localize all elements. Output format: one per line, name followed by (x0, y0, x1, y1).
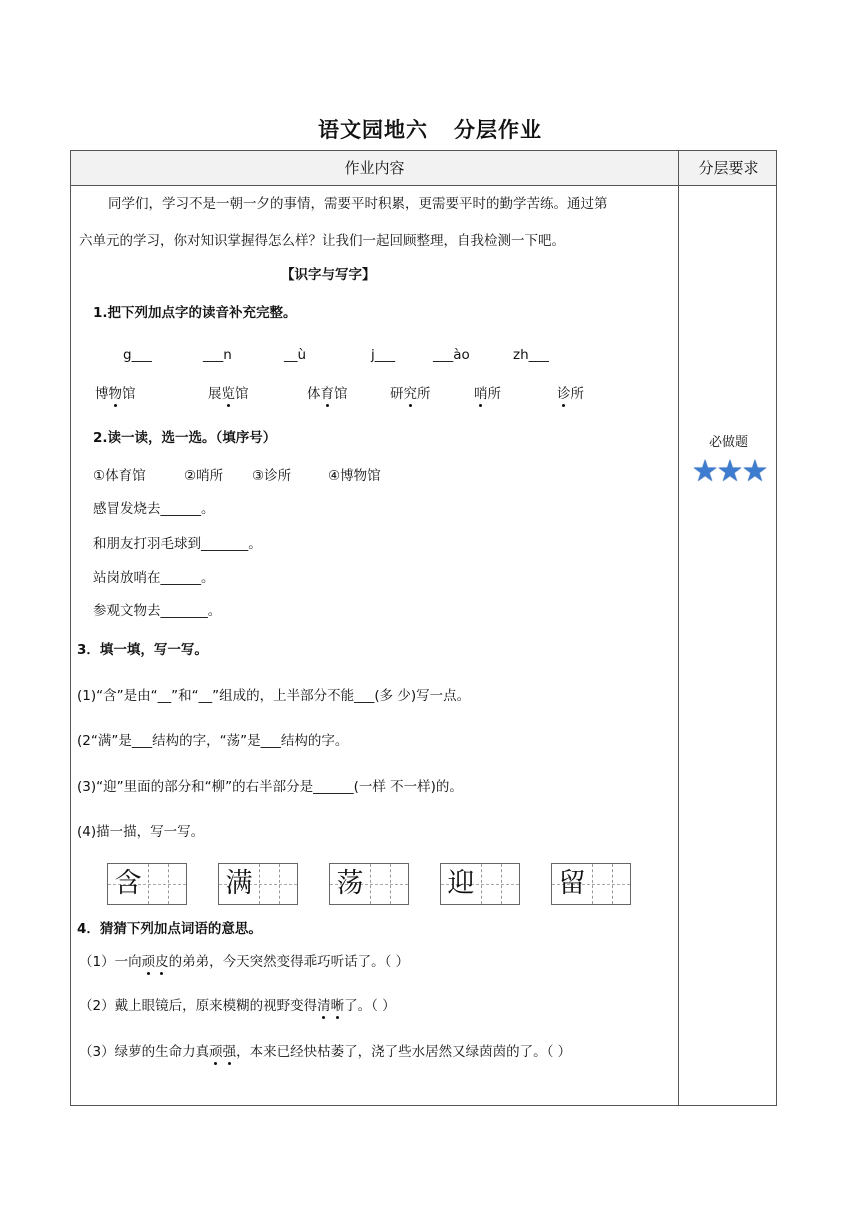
pinyin-blank-5: ___ào (433, 347, 470, 363)
q2-option-2: ②哨所 (184, 468, 224, 484)
trace-char-1: 含 (114, 868, 142, 899)
rating-stars: ★★★ (691, 454, 767, 489)
word-1-mark: 物 (109, 382, 123, 402)
word-2-pre: 展 (208, 386, 222, 402)
trace-char-2: 满 (225, 868, 253, 899)
word-1-post: 馆 (122, 386, 136, 402)
header-content: 作业内容 (344, 159, 405, 177)
word-5 (474, 382, 501, 402)
word-3-pre: 体 (307, 386, 321, 402)
title-part-1: 语文园地六 (318, 118, 428, 142)
q4-sentence-3 (79, 1040, 571, 1060)
q4-s1-mark-2: 皮 (155, 950, 169, 970)
section-heading: 【识字与写字】 (281, 267, 376, 283)
q2-option-3: ③诊所 (252, 468, 292, 484)
q3-title: 3．填一填，写一写。 (77, 642, 208, 658)
q4-s1-post: 的弟弟，今天突然变得乖巧听话了。（ ） (168, 954, 410, 970)
q4-s3-pre: （3）绿萝的生命力真 (79, 1044, 210, 1060)
q3-line-4: (4)描一描，写一写。 (77, 824, 205, 840)
word-6 (557, 382, 584, 402)
word-3-mark: 育 (321, 382, 335, 402)
word-1 (95, 382, 136, 402)
q4-sentence-1 (79, 950, 409, 970)
page-title (0, 114, 860, 144)
trace-char-4: 迎 (447, 868, 475, 899)
q3-line-2: (2“满”是___结构的字，“荡”是___结构的字。 (77, 733, 349, 749)
intro-line-1: 同学们，学习不是一朝一夕的事情，需要平时积累，更需要平时的勤学苦练。通过第 (108, 196, 608, 212)
word-5-mark: 哨 (474, 382, 488, 402)
q4-s2-post: 了。（ ） (344, 998, 396, 1014)
writing-grid-cell[interactable] (107, 863, 187, 905)
trace-char-3: 荡 (336, 868, 364, 899)
word-3 (307, 382, 348, 402)
q4-s2-mark-1: 清 (317, 994, 331, 1014)
q2-line-1: 感冒发烧去______。 (93, 501, 215, 517)
pinyin-blank-4: j___ (371, 347, 396, 363)
pinyin-blank-2: ___n (203, 347, 232, 363)
word-6-post: 所 (570, 386, 584, 402)
q4-title: 4．猜猜下列加点词语的意思。 (77, 921, 262, 937)
requirement-label: 必做题 (708, 435, 748, 450)
q2-line-3: 站岗放哨在______。 (93, 570, 215, 586)
q3-line-3: (3)“迎”里面的部分和“柳”的右半部分是______(一样 不一样)的。 (77, 779, 463, 795)
writing-grid-cell[interactable] (218, 863, 298, 905)
writing-grid-cell[interactable] (440, 863, 520, 905)
word-1-pre: 博 (95, 386, 109, 402)
trace-char-5: 留 (558, 868, 586, 899)
word-4-pre: 研 (390, 386, 404, 402)
word-4 (390, 382, 431, 402)
intro-line-2: 六单元的学习，你对知识掌握得怎么样？让我们一起回顾整理，自我检测一下吧。 (79, 233, 565, 249)
q4-s1-pre: （1）一向 (79, 954, 142, 970)
word-4-mark: 究 (404, 382, 418, 402)
column-divider (678, 151, 679, 1105)
q4-s2-pre: （2）戴上眼镜后，原来模糊的视野变得 (79, 998, 318, 1014)
pinyin-blank-3: __ù (284, 347, 307, 363)
q2-option-1: ①体育馆 (93, 468, 146, 484)
word-6-mark: 诊 (557, 382, 571, 402)
word-3-post: 馆 (334, 386, 348, 402)
pinyin-blank-6: zh___ (513, 347, 549, 363)
header-requirement: 分层要求 (698, 159, 759, 177)
q2-line-4: 参观文物去_______。 (93, 603, 222, 619)
writing-grid-cell[interactable] (551, 863, 631, 905)
q4-s3-mark-1: 顽 (209, 1040, 223, 1060)
q4-s2-mark-2: 晰 (331, 994, 345, 1014)
q1-title: 1.把下列加点字的读音补充完整。 (93, 305, 297, 321)
q4-s1-mark-1: 顽 (142, 950, 156, 970)
writing-grid-cell[interactable] (329, 863, 409, 905)
pinyin-blank-1: g___ (123, 347, 152, 363)
table-header (71, 151, 776, 186)
word-4-post: 所 (417, 386, 431, 402)
q2-title: 2.读一读，选一选。（填序号） (93, 430, 277, 446)
title-part-2: 分层作业 (454, 118, 542, 142)
q4-s3-mark-2: 强 (223, 1040, 237, 1060)
word-2 (208, 382, 249, 402)
q4-s3-post: ，本来已经快枯萎了，浇了些水居然又绿茵茵的了。（ ） (236, 1044, 572, 1060)
q2-option-4: ④博物馆 (328, 468, 381, 484)
q4-sentence-2 (79, 994, 396, 1014)
q2-line-2: 和朋友打羽毛球到_______。 (93, 536, 262, 552)
word-2-mark: 览 (222, 382, 236, 402)
homework-table (70, 150, 777, 1106)
word-5-post: 所 (487, 386, 501, 402)
q3-line-1: (1)“含”是由“__”和“__”组成的，上半部分不能___(多 少)写一点。 (77, 688, 471, 704)
word-2-post: 馆 (235, 386, 249, 402)
